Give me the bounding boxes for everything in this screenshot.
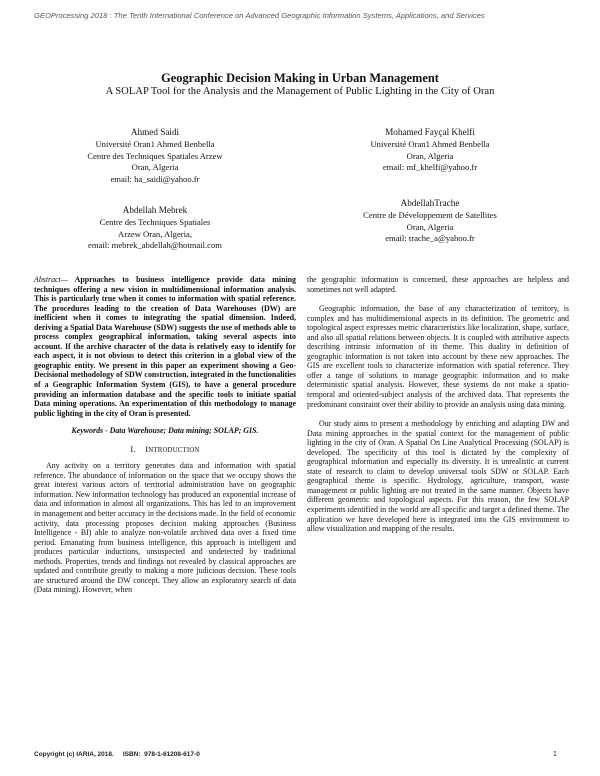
author-affiliation: Centre des Techniques Spatiales Arzew [87, 150, 223, 161]
author-location: Arzew Oran, Algeria, [118, 228, 192, 239]
section-title-initial: I [145, 443, 149, 454]
keywords: Keywords - Data Warehouse; Data mining; SOLAP; GIS. [71, 426, 259, 436]
author-location: Oran, Algeria [406, 150, 454, 161]
author-affiliation: Centre de Développement de Satellites [363, 210, 497, 220]
abstract [34, 275, 296, 418]
author-location: Oran, Algeria [406, 221, 454, 232]
author-block-4 [315, 197, 545, 245]
section-heading [34, 445, 296, 456]
abstract-text: Approaches to business intelligence provide data mining techniques offering a new vision in multidimensional information analysis. This is particularly true when it comes to information with spatial reference. The procedures leading to the creation of Data Warehouses (DW) are inefficient when it comes to integrating the spatial dimension. Indeed, deriving a Spatial Data Warehouse (SDW) suggests the use of methods able to process complex geographical information, taking several aspects into account. If the archive character of the data is relatively easy to identify for each aspect, it is not obvious to detect this criterion in a global view of the geographic entity. We present in this paper an experiment showing a Geo-Decisional methodology of SDW construction, integrated in the functionalities of a Geographic Information System (GIS), to have a general procedure providing an information database and the specific tools to initiate spatial Data mining operations. An experimentation of this methodology to manage public lighting in the city of Oran is presented. [34, 275, 296, 418]
page-number: 1 [553, 751, 557, 758]
paper-title: Geographic Decision Making in Urban Management [161, 71, 439, 85]
author-name: Mohamed Fayçal Khelfi [385, 127, 475, 137]
author-location: Oran, Algeria [131, 162, 179, 173]
author-name: Ahmed Saidi [130, 127, 180, 137]
paper-subtitle: A SOLAP Tool for the Analysis and the Management of Public Lighting in the City of Oran [105, 86, 495, 97]
right-column [307, 275, 569, 534]
running-header: GEOProcessing 2018 : The Tenth International Conference on Advanced Geographic Information Systems, Applications, and Services [34, 11, 485, 20]
abstract-label: Abstract— [34, 275, 68, 284]
author-affiliation: Université Oran1 Ahmed Benbella [95, 139, 215, 149]
author-affiliation: Centre des Techniques Spatiales [99, 217, 211, 227]
body-paragraph: Any activity on a territory generates data and information with spatial reference. The abundance of information on the space that we occupy shows the great interest various actors of territorial administration have on geographic information. New information technology has produced an exponential increase of data and information in almost all organizations. This has led to an improvement in management and better accuracy in the decisions made. In the field of economic activity, data processing proposes decision making approaches (Business Intelligence - BI) able to analyze non-volatile archived data over a fixed time period. Emanating from business intelligence, this approach is intelligent and produces particular inductions, unsuspected and undetected by traditional methods. Properties, trends and findings not revealed by classical approaches are updated and contribute greatly to making a more judicious decision. These tools are structured around the DW concept. They allow an exploratory search of data (Data mining). However, when [34, 461, 296, 595]
copyright-footer: Copyright (c) IARIA, 2018. ISBN: 978-1-61208-617-0 [34, 751, 200, 758]
author-name: AbdellahTrache [400, 198, 460, 208]
author-email: email: mf_khelfi@yahoo.fr [382, 162, 478, 173]
author-email: email: mebrek_abdellah@hotmail.com [88, 240, 222, 251]
body-paragraph: Geographic information, the base of any characterization of territory, is complex and has multidimensional aspects in its definition. The geometric and topological aspect expresses metric characteristics like localization, shape, surface, and also all spatial relations between objects. It is coupled with attributive aspects describing intrinsic information of its theme. This duality in definition of geographic information is not taken into account by these new approaches. The GIS are excellent tools to characterize information with spatial reference. They offer a range of solutions to manage geographic information and to make deterministic spatial analysis. However, these systems do not make a spatio-temporal and oriented-subject analysis of the archived data. That represents the predominant constraint over their ability to provide an analysis using data mining. [307, 304, 569, 409]
author-name: Abdellah Mebrek [122, 205, 188, 215]
body-paragraph: Our study aims to present a methodology by enriching and adapting DW and Data mining approaches in the spatial context for the management of public lighting in the city of Oran. A Spatial On Line Analytical Processing (SOLAP) is developed. The specificity of this tool is dictated by the complexity of geographical information and especially its diversity. It is unrealistic at current state of research to claim to develop universal tools SDW or SOLAP. Each geographical theme is specific. Hydrology, agriculture, transport, waste management or public lighting are not treated in the same manner. Objects have different geometric and topological aspects. For this reason, the few SOLAP experiments identified in the world are all specific and target a defined theme. The application we have developed here is integrated into the GIS environment to allow visualization and mapping of the results. [307, 419, 569, 534]
author-email: email: ha_saidi@yahoo.fr [110, 173, 200, 184]
left-column [34, 275, 296, 595]
section-number: I. [130, 443, 136, 454]
author-email: email: trache_a@yahoo.fr [385, 233, 475, 244]
author-block-3 [40, 204, 270, 252]
section-title-rest: NTRODUCTION [148, 446, 200, 454]
body-paragraph: the geographic information is concerned, these approaches are helpless and sometimes not well adapted. [307, 275, 569, 294]
author-affiliation: Université Oran1 Ahmed Benbella [370, 139, 490, 149]
author-block-1 [40, 126, 270, 185]
author-block-2 [315, 126, 545, 174]
